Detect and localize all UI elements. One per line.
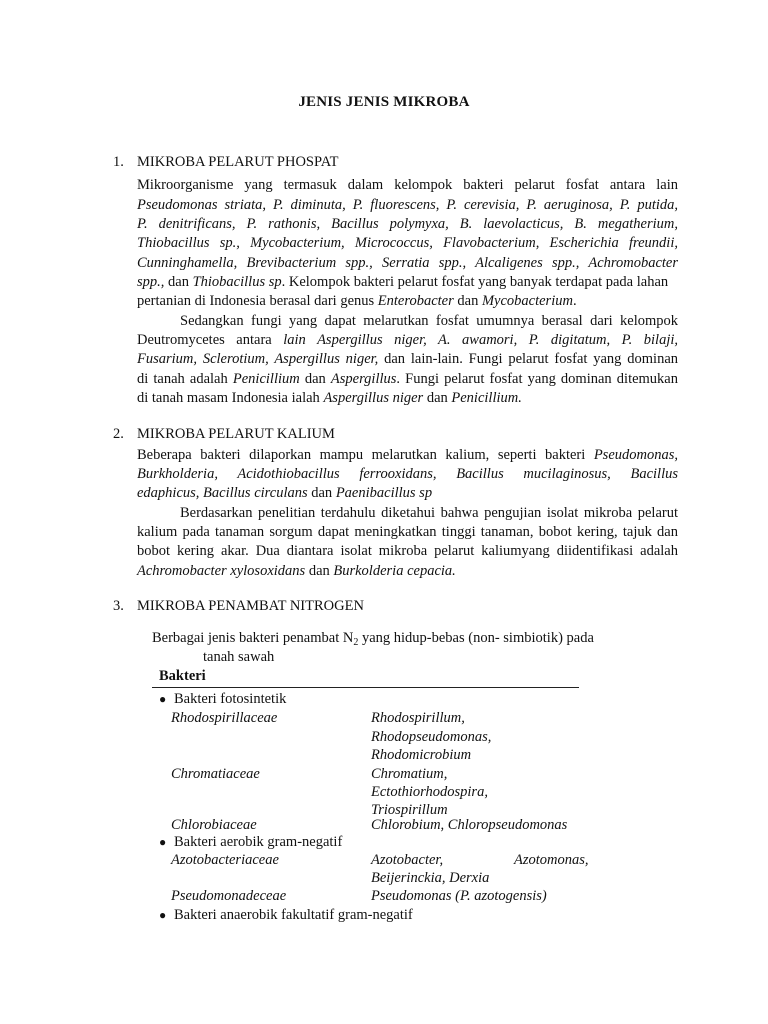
genus-name <box>514 851 589 869</box>
section-title: MIKROBA PELARUT PHOSPAT <box>137 154 339 170</box>
bullet-icon: ● <box>159 692 167 706</box>
paragraph-line <box>137 331 678 350</box>
text: pertanian di Indonesia berasal dari genus <box>137 293 378 309</box>
genus-text: Chromatium, <box>371 766 448 782</box>
text: dan <box>423 390 452 406</box>
paragraph-line <box>137 234 678 253</box>
species-text: Aspergillus <box>330 371 397 387</box>
text: dan <box>299 371 331 387</box>
species-text: Penicillium <box>232 371 300 387</box>
family-text: Chlorobiaceae <box>171 817 257 833</box>
genus-text: Azotobacter, <box>371 852 444 868</box>
text: dan lain-lain. Fungi pelarut fosfat yang dominan <box>378 351 679 367</box>
text: Beberapa bakteri dilaporkan mampu melarutkan kalium, seperti bakteri <box>137 447 594 463</box>
text: Berbagai jenis bakteri penambat N <box>152 630 354 646</box>
genus-text: Chlorobium, Chloropseudomonas <box>371 817 568 833</box>
genus-name <box>371 783 488 801</box>
genus-text: Pseudomonas (P. azotogensis) <box>371 888 547 904</box>
genus-name <box>371 887 547 905</box>
section-number: 3. <box>113 598 124 614</box>
text: di tanah adalah <box>137 371 233 387</box>
family-name <box>171 765 260 783</box>
species-list: Pseudomonas striata, P. diminuta, P. fluorescens, P. cerevisia, P. aeruginosa, P. putida, <box>137 197 678 213</box>
family-name <box>171 887 286 905</box>
paragraph-line: Mikroorganisme yang termasuk dalam kelompok bakteri pelarut fosfat antara lain <box>137 177 678 193</box>
genus-name <box>371 765 447 783</box>
text: dan <box>305 563 334 579</box>
species-list: Thiobacillus sp., Mycobacterium, Micrococcus, Flavobacterium, Escherichia freundii, <box>137 235 678 251</box>
paragraph-line <box>137 389 678 408</box>
paragraph-line <box>137 446 678 465</box>
text: di tanah masam Indonesia ialah <box>137 390 324 406</box>
paragraph-line: kalium pada tanaman sorgum dapat meningkatkan tinggi tanaman, bobot kering, tajuk dan <box>137 524 678 540</box>
genus-name <box>371 746 471 764</box>
species-text: lain Aspergillus niger, A. awamori, P. digitatum, P. bilaji, <box>283 332 678 348</box>
family-name <box>171 816 257 834</box>
family-name <box>171 851 279 869</box>
paragraph-line <box>137 465 678 484</box>
genus-name <box>371 851 443 869</box>
species-text: Paenibacillus sp <box>335 485 433 501</box>
bullet-icon: ● <box>159 835 167 849</box>
group-label: Bakteri anaerobik fakultatif gram-negatif <box>174 907 413 923</box>
genus-name <box>371 709 465 727</box>
genus-text: Beijerinckia, Derxia <box>371 870 490 886</box>
paragraph-line <box>137 215 678 234</box>
paragraph-line <box>137 484 678 503</box>
species-text: Enterobacter <box>377 293 454 309</box>
paragraph-line <box>137 350 678 369</box>
paragraph-line: bobot kering akar. Dua diantara isolat mikroba pelarut kaliumyang diidentifikasi adalah <box>137 543 678 559</box>
genus-text: Rhodomicrobium <box>371 747 472 763</box>
section-number: 1. <box>113 154 124 170</box>
genus-name <box>371 728 491 746</box>
page-title: JENIS JENIS MIKROBA <box>298 94 470 110</box>
family-text: Chromatiaceae <box>171 766 260 782</box>
paragraph-line <box>137 273 678 292</box>
genus-text: Ectothiorhodospira, <box>371 784 488 800</box>
table-header: Bakteri <box>159 668 206 684</box>
text: dan <box>453 293 482 309</box>
text: dan <box>164 274 193 290</box>
species-text: Penicillium. <box>451 390 522 406</box>
subscript: 2 <box>353 637 359 648</box>
section-title: MIKROBA PENAMBAT NITROGEN <box>137 598 364 614</box>
paragraph-line <box>137 196 678 215</box>
paragraph-line: Berdasarkan penelitian terdahulu diketahui bahwa pengujian isolat mikroba pelarut <box>180 505 678 521</box>
genus-text: Azotomonas, <box>514 852 589 868</box>
text: . Kelompok bakteri pelarut fosfat yang banyak terdapat pada lahan <box>281 274 669 290</box>
text: Deutromycetes antara <box>137 332 284 348</box>
text: dan <box>307 485 336 501</box>
species-text: Pseudomonas, <box>593 447 678 463</box>
table-rule <box>152 687 579 688</box>
group-label: Bakteri aerobik gram-negatif <box>174 834 343 850</box>
paragraph-line <box>137 292 678 311</box>
species-text: Fusarium, Sclerotium, Aspergillus niger, <box>137 351 379 367</box>
paragraph-line <box>137 562 678 581</box>
species-list: P. denitrificans, P. rathonis, Bacillus polymyxa, B. laevolacticus, B. megatherium, <box>137 216 678 232</box>
genus-text: Triospirillum <box>371 802 448 818</box>
species-text: spp., <box>137 274 165 290</box>
section-title: MIKROBA PELARUT KALIUM <box>137 426 335 442</box>
genus-text: Rhodopseudomonas, <box>371 729 492 745</box>
section-number: 2. <box>113 426 124 442</box>
text: . Fungi pelarut fosfat yang dominan ditemukan <box>396 371 678 387</box>
species-text: Thiobacillus sp <box>192 274 282 290</box>
family-name <box>171 709 277 727</box>
genus-name <box>371 816 567 834</box>
paragraph-line: Sedangkan fungi yang dapat melarutkan fosfat umumnya berasal dari kelompok <box>180 313 678 329</box>
paragraph-line <box>137 370 678 389</box>
table-intro-cont: tanah sawah <box>203 649 275 665</box>
group-label: Bakteri fotosintetik <box>174 691 287 707</box>
species-text: edaphicus, Bacillus circulans <box>137 485 308 501</box>
species-text: Achromobacter xylosoxidans <box>137 563 306 579</box>
species-text: Burkolderia cepacia. <box>333 563 456 579</box>
text: . <box>572 293 577 309</box>
paragraph-line <box>137 254 678 273</box>
species-text: Burkholderia, Acidothiobacillus ferrooxidans, Bacillus mucilaginosus, Bacillus <box>137 466 678 482</box>
family-text: Azotobacteriaceae <box>171 852 279 868</box>
bullet-icon: ● <box>159 908 167 922</box>
species-text: Mycobacterium <box>481 293 573 309</box>
species-list: Cunninghamella, Brevibacterium spp., Serratia spp., Alcaligenes spp., Achromobacter <box>137 255 678 271</box>
genus-name <box>371 869 489 887</box>
family-text: Pseudomonadeceae <box>171 888 287 904</box>
family-text: Rhodospirillaceae <box>171 710 278 726</box>
text: yang hidup-bebas (non- simbiotik) pada <box>358 630 594 646</box>
species-text: Aspergillus niger <box>323 390 424 406</box>
genus-text: Rhodospirillum, <box>371 710 465 726</box>
